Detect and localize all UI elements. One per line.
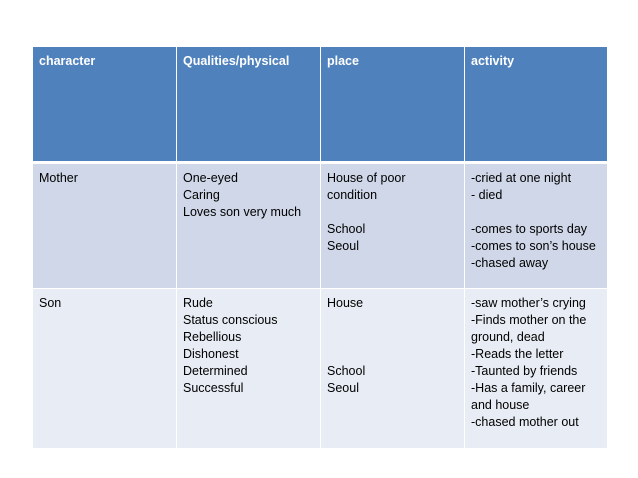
place-item: House (327, 296, 364, 310)
quality-item: Successful (183, 381, 244, 395)
blank-line (471, 204, 601, 221)
quality-item: Dishonest (183, 347, 239, 361)
cell-character (33, 289, 177, 449)
activity-item: -Finds mother on the (471, 313, 587, 327)
activity-item: -chased mother out (471, 415, 579, 429)
cell-place (321, 289, 465, 449)
header-qualities: Qualities/physical (177, 47, 321, 163)
quality-item: Loves son very much (183, 205, 302, 219)
quality-item: Determined (183, 364, 248, 378)
header-row (33, 47, 608, 163)
activity-item: -comes to sports day (471, 222, 588, 236)
cell-qualities (177, 289, 321, 449)
cell-activity (465, 289, 608, 449)
place-item: condition (327, 188, 378, 202)
blank-line (327, 329, 458, 346)
cell-place (321, 163, 465, 289)
activity-item: and house (471, 398, 530, 412)
character-table (32, 46, 608, 449)
activity-item: -Has a family, career (471, 381, 586, 395)
quality-item: Rebellious (183, 330, 242, 344)
quality-item: Caring (183, 188, 220, 202)
header-place: place (321, 47, 465, 163)
table-row-son (33, 289, 608, 449)
header-activity: activity (465, 47, 608, 163)
blank-line (327, 312, 458, 329)
blank-line (327, 346, 458, 363)
character-name: Son (39, 296, 62, 310)
activity-item: -Reads the letter (471, 347, 564, 361)
table-row-mother (33, 163, 608, 289)
character-name: Mother (39, 171, 78, 185)
activity-item: ground, dead (471, 330, 545, 344)
activity-item: -chased away (471, 256, 549, 270)
place-item: Seoul (327, 239, 359, 253)
cell-qualities (177, 163, 321, 289)
cell-activity (465, 163, 608, 289)
activity-item: -cried at one night (471, 171, 572, 185)
place-item: Seoul (327, 381, 359, 395)
place-item: House of poor (327, 171, 406, 185)
activity-item: -Taunted by friends (471, 364, 578, 378)
activity-item: - died (471, 188, 503, 202)
quality-item: Status conscious (183, 313, 278, 327)
quality-item: Rude (183, 296, 213, 310)
activity-item: -saw mother’s crying (471, 296, 586, 310)
blank-line (327, 204, 458, 221)
header-character: character (33, 47, 177, 163)
quality-item: One-eyed (183, 171, 238, 185)
cell-character (33, 163, 177, 289)
place-item: School (327, 222, 366, 236)
place-item: School (327, 364, 366, 378)
activity-item: -comes to son’s house (471, 239, 596, 253)
